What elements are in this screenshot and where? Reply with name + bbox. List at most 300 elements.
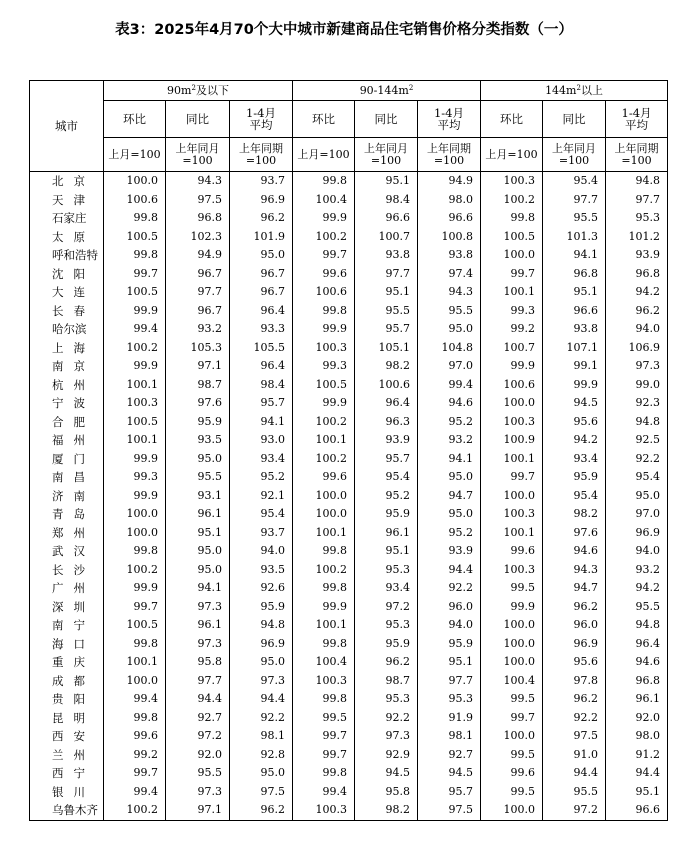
index-value: 96.2 [543, 690, 606, 709]
table-row [30, 246, 668, 265]
index-value: 95.7 [230, 394, 293, 413]
index-value: 92.6 [230, 579, 293, 598]
index-value: 99.5 [481, 783, 543, 802]
group-header-large: $144m^2$以上 [481, 81, 668, 101]
index-value: 95.1 [355, 283, 418, 302]
index-value: 94.2 [543, 431, 606, 450]
index-value: 95.0 [418, 468, 481, 487]
index-value: 93.9 [606, 246, 668, 265]
index-value: 94.4 [543, 764, 606, 783]
index-value: 96.0 [418, 598, 481, 617]
index-value: 94.4 [230, 690, 293, 709]
index-value: 94.0 [606, 320, 668, 339]
index-value: 95.3 [355, 561, 418, 580]
index-value: 97.3 [166, 598, 230, 617]
index-value: 100.0 [481, 616, 543, 635]
index-value: 100.2 [104, 801, 166, 820]
index-value: 99.9 [104, 357, 166, 376]
index-value: 100.0 [104, 524, 166, 543]
index-value: 94.0 [606, 542, 668, 561]
index-value: 95.3 [355, 690, 418, 709]
index-value: 95.2 [418, 413, 481, 432]
table-row [30, 450, 668, 469]
index-value: 91.0 [543, 746, 606, 765]
index-value: 95.5 [355, 302, 418, 321]
city-name: 兰州 [30, 746, 104, 765]
index-value: 99.9 [293, 320, 355, 339]
index-value: 99.7 [104, 764, 166, 783]
index-value: 100.0 [104, 505, 166, 524]
index-value: 99.6 [481, 542, 543, 561]
table-row [30, 339, 668, 358]
index-value: 100.5 [104, 616, 166, 635]
index-value: 97.7 [166, 672, 230, 691]
index-value: 96.6 [355, 209, 418, 228]
table-row [30, 727, 668, 746]
index-value: 99.8 [293, 635, 355, 654]
city-name: 西宁 [30, 764, 104, 783]
index-value: 94.0 [418, 616, 481, 635]
index-value: 96.4 [230, 357, 293, 376]
index-value: 99.4 [104, 690, 166, 709]
index-value: 100.3 [293, 801, 355, 820]
index-value: 94.3 [543, 561, 606, 580]
index-value: 99.1 [543, 357, 606, 376]
index-value: 94.3 [418, 283, 481, 302]
column-base-mom: 上月=100 [293, 138, 355, 172]
index-value: 97.7 [543, 191, 606, 210]
index-value: 99.4 [104, 320, 166, 339]
city-name: 银川 [30, 783, 104, 802]
index-value: 97.0 [418, 357, 481, 376]
column-header-ytd-avg: 1-4月 平均 [230, 101, 293, 138]
index-value: 99.6 [293, 265, 355, 284]
city-name: 西安 [30, 727, 104, 746]
index-value: 94.2 [606, 579, 668, 598]
index-value: 100.2 [293, 561, 355, 580]
index-value: 100.0 [481, 653, 543, 672]
index-value: 99.9 [481, 357, 543, 376]
city-name: 重庆 [30, 653, 104, 672]
table-row [30, 413, 668, 432]
city-name: 武汉 [30, 542, 104, 561]
index-value: 95.2 [355, 487, 418, 506]
index-value: 107.1 [543, 339, 606, 358]
index-value: 106.9 [606, 339, 668, 358]
index-value: 95.4 [355, 468, 418, 487]
column-base-yoy: 上年同月 =100 [355, 138, 418, 172]
index-value: 100.0 [481, 246, 543, 265]
index-value: 101.2 [606, 228, 668, 247]
table-row [30, 505, 668, 524]
table-row [30, 542, 668, 561]
index-value: 97.5 [166, 191, 230, 210]
index-value: 96.8 [166, 209, 230, 228]
table-row [30, 191, 668, 210]
index-value: 99.7 [481, 709, 543, 728]
index-value: 100.5 [293, 376, 355, 395]
index-value: 95.0 [230, 653, 293, 672]
index-value: 97.3 [355, 727, 418, 746]
table-row [30, 616, 668, 635]
index-value: 95.9 [543, 468, 606, 487]
index-value: 92.7 [166, 709, 230, 728]
index-value: 99.9 [543, 376, 606, 395]
table-row [30, 690, 668, 709]
index-value: 99.6 [481, 764, 543, 783]
index-value: 97.3 [166, 783, 230, 802]
table-row [30, 783, 668, 802]
index-value: 96.3 [355, 413, 418, 432]
index-value: 94.7 [418, 487, 481, 506]
table-row [30, 228, 668, 247]
index-value: 95.0 [418, 505, 481, 524]
index-value: 93.4 [230, 450, 293, 469]
city-name: 济南 [30, 487, 104, 506]
index-value: 92.1 [230, 487, 293, 506]
index-value: 99.8 [104, 542, 166, 561]
index-value: 96.9 [230, 635, 293, 654]
index-value: 99.9 [104, 450, 166, 469]
index-value: 94.1 [230, 413, 293, 432]
index-value: 96.4 [355, 394, 418, 413]
index-value: 93.4 [543, 450, 606, 469]
index-value: 100.0 [293, 505, 355, 524]
index-value: 100.5 [481, 228, 543, 247]
index-value: 98.4 [230, 376, 293, 395]
table-row [30, 579, 668, 598]
index-value: 96.4 [606, 635, 668, 654]
index-value: 97.3 [230, 672, 293, 691]
index-value: 99.3 [104, 468, 166, 487]
index-value: 100.6 [481, 376, 543, 395]
index-value: 100.2 [293, 450, 355, 469]
index-value: 95.4 [230, 505, 293, 524]
table-row [30, 598, 668, 617]
index-value: 99.6 [293, 468, 355, 487]
index-value: 94.8 [606, 616, 668, 635]
index-value: 100.1 [481, 283, 543, 302]
group-header-medium: $90-144m^2$ [293, 81, 481, 101]
table-row [30, 561, 668, 580]
index-value: 99.8 [293, 542, 355, 561]
index-value: 94.5 [543, 394, 606, 413]
index-value: 92.5 [606, 431, 668, 450]
index-value: 100.3 [104, 394, 166, 413]
index-value: 97.5 [418, 801, 481, 820]
index-value: 93.8 [418, 246, 481, 265]
index-value: 96.6 [543, 302, 606, 321]
index-value: 95.0 [166, 542, 230, 561]
table-row [30, 487, 668, 506]
column-header-yoy: 同比 [166, 101, 230, 138]
index-value: 99.5 [293, 709, 355, 728]
index-value: 95.0 [230, 246, 293, 265]
index-value: 99.8 [104, 635, 166, 654]
index-value: 100.2 [104, 339, 166, 358]
index-value: 98.0 [606, 727, 668, 746]
index-value: 97.3 [166, 635, 230, 654]
index-value: 99.8 [293, 172, 355, 191]
table-row [30, 209, 668, 228]
index-value: 99.8 [481, 209, 543, 228]
index-value: 99.4 [104, 783, 166, 802]
index-value: 99.9 [104, 487, 166, 506]
city-name: 广州 [30, 579, 104, 598]
index-value: 96.2 [606, 302, 668, 321]
index-value: 95.0 [166, 561, 230, 580]
column-base-yoy: 上年同月 =100 [166, 138, 230, 172]
index-value: 94.8 [606, 413, 668, 432]
index-value: 102.3 [166, 228, 230, 247]
index-value: 95.1 [166, 524, 230, 543]
index-value: 100.0 [481, 801, 543, 820]
table-row [30, 653, 668, 672]
index-value: 95.0 [166, 450, 230, 469]
index-value: 105.1 [355, 339, 418, 358]
index-value: 97.8 [543, 672, 606, 691]
index-value: 100.5 [104, 283, 166, 302]
index-value: 100.0 [481, 635, 543, 654]
index-value: 100.3 [481, 413, 543, 432]
index-value: 99.9 [104, 302, 166, 321]
index-value: 98.0 [418, 191, 481, 210]
index-value: 100.1 [481, 450, 543, 469]
index-value: 95.7 [355, 450, 418, 469]
index-value: 96.9 [543, 635, 606, 654]
table-row [30, 302, 668, 321]
index-value: 100.4 [293, 653, 355, 672]
index-value: 98.7 [166, 376, 230, 395]
index-value: 96.2 [230, 801, 293, 820]
index-value: 96.6 [418, 209, 481, 228]
index-value: 100.3 [293, 672, 355, 691]
index-value: 100.0 [481, 394, 543, 413]
index-value: 91.9 [418, 709, 481, 728]
city-name: 海口 [30, 635, 104, 654]
index-value: 93.3 [230, 320, 293, 339]
city-name: 宁波 [30, 394, 104, 413]
city-name: 长春 [30, 302, 104, 321]
index-value: 93.7 [230, 172, 293, 191]
index-value: 92.3 [606, 394, 668, 413]
index-value: 96.8 [606, 672, 668, 691]
index-value: 99.7 [104, 265, 166, 284]
index-value: 95.3 [606, 209, 668, 228]
index-value: 100.0 [481, 487, 543, 506]
index-value: 92.0 [606, 709, 668, 728]
index-value: 92.0 [166, 746, 230, 765]
city-name: 乌鲁木齐 [30, 801, 104, 820]
city-name: 青岛 [30, 505, 104, 524]
index-value: 100.1 [293, 524, 355, 543]
index-value: 96.7 [230, 265, 293, 284]
table-header [30, 81, 668, 172]
index-value: 95.5 [606, 598, 668, 617]
index-value: 93.8 [543, 320, 606, 339]
table-row [30, 265, 668, 284]
city-name: 大连 [30, 283, 104, 302]
index-value: 100.2 [293, 413, 355, 432]
table-row [30, 709, 668, 728]
index-value: 99.2 [481, 320, 543, 339]
index-value: 100.7 [355, 228, 418, 247]
index-value: 95.0 [418, 320, 481, 339]
index-value: 95.8 [166, 653, 230, 672]
index-value: 99.5 [481, 746, 543, 765]
column-header-mom: 环比 [481, 101, 543, 138]
index-value: 99.8 [293, 690, 355, 709]
index-value: 93.9 [418, 542, 481, 561]
index-value: 100.1 [293, 616, 355, 635]
index-value: 95.9 [166, 413, 230, 432]
index-value: 99.8 [104, 209, 166, 228]
index-value: 95.7 [355, 320, 418, 339]
index-value: 100.1 [104, 431, 166, 450]
price-index-table [29, 80, 668, 821]
index-value: 99.4 [293, 783, 355, 802]
index-value: 96.1 [166, 616, 230, 635]
index-value: 94.2 [606, 283, 668, 302]
index-value: 96.4 [230, 302, 293, 321]
index-value: 105.3 [166, 339, 230, 358]
index-value: 95.2 [418, 524, 481, 543]
city-name: 福州 [30, 431, 104, 450]
column-base-ytd-avg: 上年同期 =100 [230, 138, 293, 172]
index-value: 94.1 [418, 450, 481, 469]
column-header-ytd-avg: 1-4月 平均 [606, 101, 668, 138]
table-row [30, 635, 668, 654]
index-value: 93.8 [355, 246, 418, 265]
index-value: 99.7 [104, 598, 166, 617]
index-value: 95.9 [230, 598, 293, 617]
index-value: 99.8 [293, 302, 355, 321]
index-value: 94.5 [418, 764, 481, 783]
group-header-small: $90m^2$及以下 [104, 81, 293, 101]
index-value: 97.2 [355, 598, 418, 617]
index-value: 99.7 [293, 746, 355, 765]
index-value: 100.2 [293, 228, 355, 247]
index-value: 99.7 [293, 727, 355, 746]
table-row [30, 320, 668, 339]
index-value: 95.8 [355, 783, 418, 802]
index-value: 100.1 [293, 431, 355, 450]
index-value: 95.4 [543, 487, 606, 506]
index-value: 96.8 [606, 265, 668, 284]
index-value: 94.1 [543, 246, 606, 265]
index-value: 93.0 [230, 431, 293, 450]
column-base-ytd-avg: 上年同期 =100 [606, 138, 668, 172]
index-value: 100.1 [104, 376, 166, 395]
index-value: 95.6 [543, 413, 606, 432]
index-value: 92.2 [230, 709, 293, 728]
index-value: 98.2 [355, 357, 418, 376]
city-name: 哈尔滨 [30, 320, 104, 339]
column-base-mom: 上月=100 [481, 138, 543, 172]
index-value: 99.3 [481, 302, 543, 321]
column-header-yoy: 同比 [355, 101, 418, 138]
index-value: 94.9 [418, 172, 481, 191]
index-value: 98.2 [543, 505, 606, 524]
table-body [30, 172, 668, 821]
index-value: 99.9 [481, 598, 543, 617]
index-value: 93.2 [418, 431, 481, 450]
index-value: 95.0 [606, 487, 668, 506]
table-row [30, 172, 668, 191]
column-header-mom: 环比 [293, 101, 355, 138]
index-value: 98.7 [355, 672, 418, 691]
index-value: 99.8 [293, 764, 355, 783]
index-value: 95.4 [606, 468, 668, 487]
index-value: 95.1 [355, 172, 418, 191]
index-value: 99.9 [104, 579, 166, 598]
city-name: 沈阳 [30, 265, 104, 284]
index-value: 94.6 [543, 542, 606, 561]
index-value: 92.2 [355, 709, 418, 728]
index-value: 97.2 [166, 727, 230, 746]
index-value: 100.6 [104, 191, 166, 210]
index-value: 100.4 [293, 191, 355, 210]
index-value: 100.0 [104, 672, 166, 691]
index-value: 91.2 [606, 746, 668, 765]
index-value: 100.9 [481, 431, 543, 450]
index-value: 94.1 [166, 579, 230, 598]
column-base-yoy: 上年同月 =100 [543, 138, 606, 172]
index-value: 95.3 [355, 616, 418, 635]
index-value: 96.7 [166, 265, 230, 284]
column-header-ytd-avg: 1-4月 平均 [418, 101, 481, 138]
index-value: 97.0 [606, 505, 668, 524]
index-value: 100.3 [293, 339, 355, 358]
index-value: 97.2 [543, 801, 606, 820]
index-value: 100.5 [104, 413, 166, 432]
index-value: 96.1 [606, 690, 668, 709]
index-value: 95.5 [166, 468, 230, 487]
index-value: 95.1 [418, 653, 481, 672]
index-value: 97.6 [166, 394, 230, 413]
index-value: 100.3 [481, 561, 543, 580]
index-value: 96.8 [543, 265, 606, 284]
index-value: 100.8 [418, 228, 481, 247]
index-value: 99.3 [293, 357, 355, 376]
index-value: 95.1 [606, 783, 668, 802]
index-value: 95.0 [230, 764, 293, 783]
index-value: 97.3 [606, 357, 668, 376]
index-value: 95.1 [355, 542, 418, 561]
index-value: 94.5 [355, 764, 418, 783]
index-value: 100.2 [481, 191, 543, 210]
city-name: 贵阳 [30, 690, 104, 709]
index-value: 97.1 [166, 357, 230, 376]
index-value: 97.7 [418, 672, 481, 691]
index-value: 94.4 [418, 561, 481, 580]
index-value: 99.9 [293, 209, 355, 228]
city-column-header: 城市 [30, 81, 104, 172]
city-name: 郑州 [30, 524, 104, 543]
index-value: 96.9 [230, 191, 293, 210]
city-name: 南昌 [30, 468, 104, 487]
index-value: 95.2 [230, 468, 293, 487]
index-value: 99.7 [481, 265, 543, 284]
index-value: 101.3 [543, 228, 606, 247]
index-value: 95.7 [418, 783, 481, 802]
index-value: 92.8 [230, 746, 293, 765]
index-value: 96.6 [606, 801, 668, 820]
index-value: 97.7 [166, 283, 230, 302]
city-name: 天津 [30, 191, 104, 210]
city-name: 南宁 [30, 616, 104, 635]
index-value: 99.4 [418, 376, 481, 395]
